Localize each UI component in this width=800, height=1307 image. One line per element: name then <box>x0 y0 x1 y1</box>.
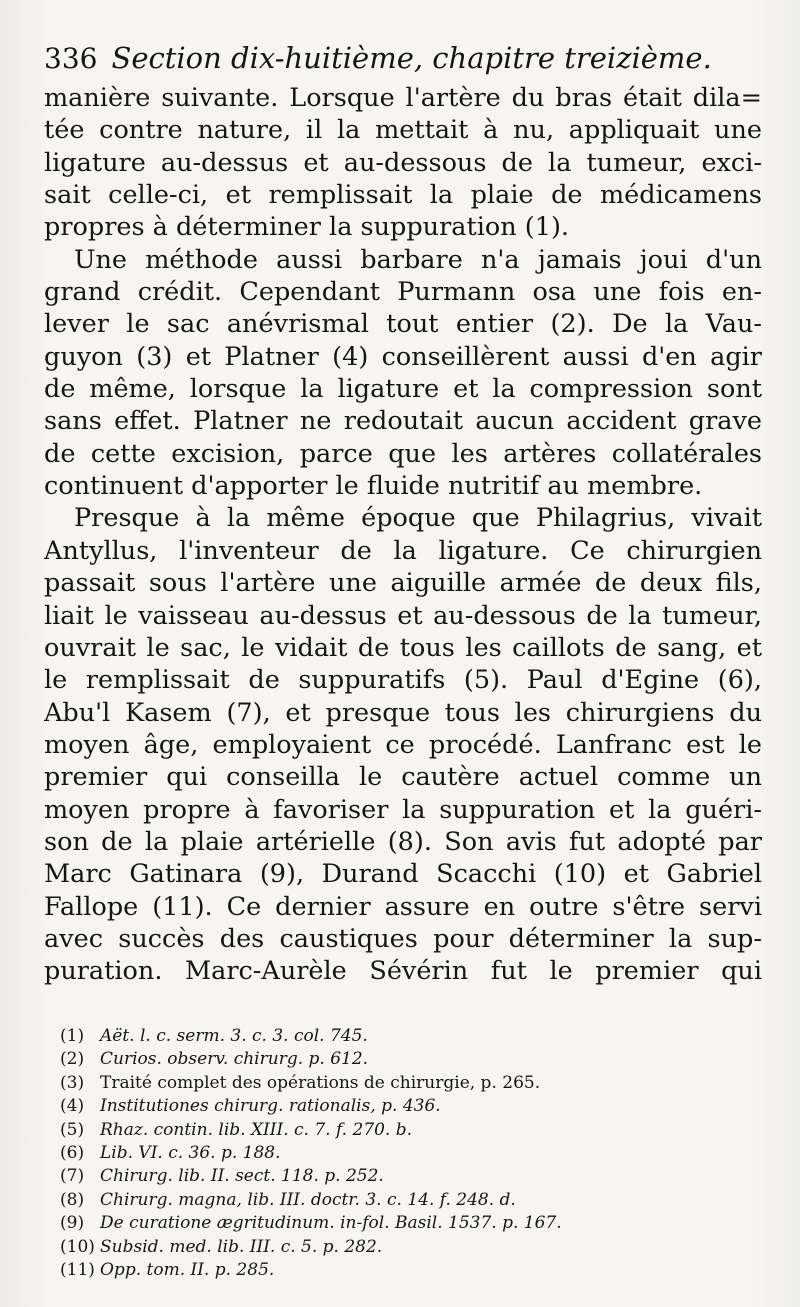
text-line: sait celle-ci, et remplissait la plaie de médicamens <box>44 180 762 211</box>
text-line: sans effet. Platner ne redoutait aucun accident grave <box>44 406 762 437</box>
footnote <box>60 1259 750 1282</box>
footnotes <box>60 1025 750 1282</box>
footnote <box>60 1189 750 1212</box>
footnote-text: Rhaz. contin. lib. XIII. c. 7. f. 270. b. <box>100 1119 412 1140</box>
text-line: ouvrait le sac, le vidait de tous les caillots de sang, et <box>44 632 762 663</box>
text-line: Marc Gatinara (9), Durand Scacchi (10) et Gabriel <box>44 859 762 890</box>
footnote <box>60 1212 750 1235</box>
footnote-number: (4) <box>60 1096 85 1117</box>
text-line: manière suivante. Lorsque l'artère du bras était dila= <box>44 83 762 113</box>
text-line: lever le sac anévrismal tout entier (2). De la Vau- <box>44 309 762 340</box>
text-line: son de la plaie artérielle (8). Son avis fut adopté par <box>44 826 762 857</box>
text-line: Abu'l Kasem (7), et presque tous les chirurgiens du <box>44 697 762 728</box>
text-line: tée contre nature, il la mettait à nu, appliquait une <box>44 115 762 146</box>
text-line: Une méthode aussi barbare n'a jamais joui d'un <box>74 244 762 275</box>
footnote <box>60 1025 750 1048</box>
footnote <box>60 1142 750 1165</box>
text-line: propres à déterminer la suppuration (1). <box>44 212 570 243</box>
running-title: Section dix-huitième, chapitre treizième. <box>111 41 712 75</box>
text-line: liait le vaisseau au-dessus et au-dessous de la tumeur, <box>44 600 762 631</box>
text-line: premier qui conseilla le cautère actuel comme un <box>44 762 762 793</box>
footnote-text: Subsid. med. lib. III. c. 5. p. 282. <box>100 1236 383 1257</box>
footnote-number: (10) <box>60 1236 95 1257</box>
page-header <box>44 36 764 80</box>
text-line: passait sous l'artère une aiguille armée de deux fils, <box>44 568 762 599</box>
footnote-text: Institutiones chirurg. rationalis, p. 436. <box>100 1096 441 1117</box>
footnote-number: (1) <box>60 1026 85 1046</box>
footnote-number: (6) <box>60 1142 85 1163</box>
footnote-number: (11) <box>60 1259 95 1280</box>
footnote-text: Chirurg. lib. II. sect. 118. p. 252. <box>100 1166 384 1187</box>
text-line: de même, lorsque la ligature et la compression sont <box>44 374 762 405</box>
footnote-text: Chirurg. magna, lib. III. doctr. 3. c. 14. f. 248. d. <box>100 1189 516 1210</box>
footnote-text: Traité complet des opérations de chirurgie, p. 265. <box>100 1072 541 1093</box>
text-line: ligature au-dessus et au-dessous de la tumeur, exci- <box>44 147 762 178</box>
text-line: Fallope (11). Ce dernier assure en outre s'être servi <box>44 891 762 922</box>
footnote-number: (9) <box>60 1213 85 1234</box>
footnote <box>60 1119 750 1142</box>
text-line: puration. Marc-Aurèle Sévérin fut le premier qui <box>44 956 762 987</box>
footnote-number: (7) <box>60 1166 85 1187</box>
text-line: moyen propre à favoriser la suppuration et la guéri- <box>44 794 762 825</box>
footnote-number: (8) <box>60 1189 85 1210</box>
footnote <box>60 1048 750 1071</box>
footnote-text: Opp. tom. II. p. 285. <box>100 1259 275 1280</box>
footnote <box>60 1095 750 1118</box>
text-line: grand crédit. Cependant Purmann osa une fois en- <box>44 277 762 308</box>
page-number: 336 <box>44 42 98 75</box>
text-line: moyen âge, employaient ce procédé. Lanfranc est le <box>44 729 762 760</box>
footnote <box>60 1236 750 1259</box>
text-line: continuent d'apporter le fluide nutritif au membre. <box>44 471 703 502</box>
text-line: le remplissait de suppuratifs (5). Paul d'Egine (6), <box>44 665 762 696</box>
text-line: Presque à la même époque que Philagrius, vivait <box>74 503 762 534</box>
footnote-text: Curios. observ. chirurg. p. 612. <box>100 1049 369 1070</box>
footnote-text: De curatione ægritudinum. in-fol. Basil. 1537. p. 167. <box>100 1213 562 1234</box>
footnote-number: (5) <box>60 1119 85 1140</box>
footnote-number: (3) <box>60 1072 85 1093</box>
text-line: avec succès des caustiques pour déterminer la sup- <box>44 923 762 954</box>
text-line: de cette excision, parce que les artères collatérales <box>44 438 762 469</box>
footnote-text: Aët. l. c. serm. 3. c. 3. col. 745. <box>100 1026 368 1046</box>
text-line: Antyllus, l'inventeur de la ligature. Ce chirurgien <box>44 535 762 566</box>
main-text <box>44 82 762 988</box>
footnote-number: (2) <box>60 1049 85 1070</box>
footnote <box>60 1165 750 1188</box>
footnote <box>60 1072 750 1095</box>
text-line: guyon (3) et Platner (4) conseillèrent aussi d'en agir <box>44 341 762 372</box>
footnote-text: Lib. VI. c. 36. p. 188. <box>100 1142 281 1163</box>
